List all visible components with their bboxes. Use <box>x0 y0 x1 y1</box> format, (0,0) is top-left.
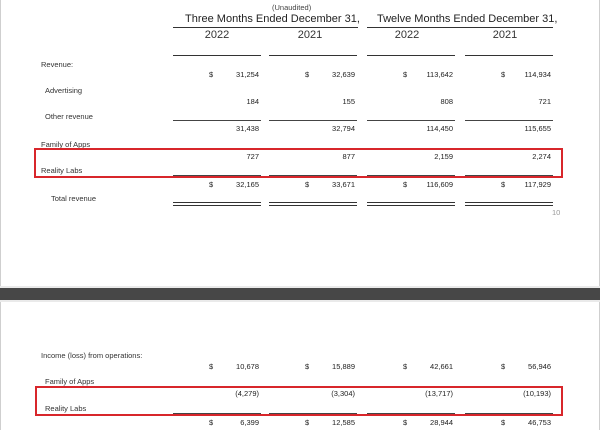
dollar-sign: $ <box>403 362 408 371</box>
dollar-sign: $ <box>305 70 310 79</box>
subtotal-rule <box>269 413 357 414</box>
subtotal-rule <box>367 413 455 414</box>
total-rule <box>465 202 553 203</box>
cell-value: 2,274 <box>532 152 551 161</box>
dollar-sign: $ <box>403 180 408 189</box>
dollar-sign: $ <box>209 418 214 427</box>
cell-value: 116,609 <box>426 180 453 189</box>
cell-value: 115,655 <box>524 124 551 133</box>
subtotal-rule <box>173 175 261 176</box>
dollar-sign: $ <box>305 180 310 189</box>
total-rule <box>269 205 357 206</box>
cell-value: 28,944 <box>430 418 453 427</box>
cell-value: 31,438 <box>236 124 259 133</box>
total-rule <box>269 202 357 203</box>
subtotal-rule <box>269 120 357 121</box>
year-rule-4 <box>465 55 553 56</box>
year-col-4: 2021 <box>492 29 518 41</box>
header-twelve-months: Twelve Months Ended December 31, <box>377 13 558 25</box>
row-label-family-of-apps: Family of Apps <box>45 377 95 386</box>
total-rule <box>173 205 261 206</box>
cell-value: 32,639 <box>332 70 355 79</box>
cell-value: 6,399 <box>240 418 259 427</box>
subtotal-rule <box>367 120 455 121</box>
cell-value: 15,889 <box>332 362 355 371</box>
subtotal-rule <box>173 120 261 121</box>
dollar-sign: $ <box>209 180 214 189</box>
subtotal-rule <box>367 175 455 176</box>
dollar-sign: $ <box>209 70 214 79</box>
cell-value: 42,661 <box>430 362 453 371</box>
year-col-3: 2022 <box>394 29 420 41</box>
cell-value: 727 <box>246 152 259 161</box>
cell-value: (3,304) <box>331 389 355 398</box>
header-rule-right <box>367 27 553 28</box>
dollar-sign: $ <box>501 180 506 189</box>
cell-value: 114,934 <box>524 70 551 79</box>
cell-value: 46,753 <box>528 418 551 427</box>
subtotal-rule <box>269 175 357 176</box>
cell-value: 32,165 <box>236 180 259 189</box>
row-label-other-revenue: Other revenue <box>45 112 93 121</box>
dollar-sign: $ <box>305 418 310 427</box>
dollar-sign: $ <box>501 418 506 427</box>
revenue-section-label: Revenue: <box>41 60 74 69</box>
year-rule-1 <box>173 55 261 56</box>
cell-value: 33,671 <box>332 180 355 189</box>
page-separator-bar <box>0 288 600 300</box>
dollar-sign: $ <box>209 362 214 371</box>
header-rule-left <box>173 27 358 28</box>
total-rule <box>367 205 455 206</box>
total-rule <box>465 205 553 206</box>
row-label-advertising: Advertising <box>45 86 83 95</box>
dollar-sign: $ <box>403 418 408 427</box>
dollar-sign: $ <box>403 70 408 79</box>
subtotal-rule <box>465 413 553 414</box>
unaudited-label: (Unaudited) <box>272 3 312 12</box>
year-col-1: 2022 <box>204 29 230 41</box>
row-label-reality-labs: Reality Labs <box>41 166 83 175</box>
subtotal-rule <box>465 175 553 176</box>
dollar-sign: $ <box>501 362 506 371</box>
document-page-2 <box>0 302 600 430</box>
cell-value: 117,929 <box>524 180 551 189</box>
row-label-reality-labs: Reality Labs <box>45 404 87 413</box>
total-rule <box>367 202 455 203</box>
cell-value: 113,642 <box>426 70 453 79</box>
cell-value: 877 <box>342 152 355 161</box>
cell-value: 10,678 <box>236 362 259 371</box>
year-rule-3 <box>367 55 455 56</box>
total-rule <box>173 202 261 203</box>
page-number: 10 <box>552 208 561 217</box>
cell-value: 2,159 <box>434 152 453 161</box>
cell-value: 12,585 <box>332 418 355 427</box>
row-label-family-of-apps: Family of Apps <box>41 140 91 149</box>
cell-value: 114,450 <box>426 124 453 133</box>
cell-value: 31,254 <box>236 70 259 79</box>
cell-value: 155 <box>342 97 355 106</box>
subtotal-rule <box>465 120 553 121</box>
year-col-2: 2021 <box>297 29 323 41</box>
dollar-sign: $ <box>305 362 310 371</box>
cell-value: 56,946 <box>528 362 551 371</box>
operations-section-label: Income (loss) from operations: <box>41 351 143 360</box>
cell-value: 721 <box>538 97 551 106</box>
year-rule-2 <box>269 55 357 56</box>
cell-value: (13,717) <box>425 389 453 398</box>
subtotal-rule <box>173 413 261 414</box>
cell-value: (4,279) <box>235 389 259 398</box>
cell-value: 32,794 <box>332 124 355 133</box>
header-three-months: Three Months Ended December 31, <box>185 13 360 25</box>
dollar-sign: $ <box>501 70 506 79</box>
row-label-total-revenue: Total revenue <box>51 194 97 203</box>
cell-value: 184 <box>246 97 259 106</box>
cell-value: 808 <box>440 97 453 106</box>
cell-value: (10,193) <box>523 389 551 398</box>
